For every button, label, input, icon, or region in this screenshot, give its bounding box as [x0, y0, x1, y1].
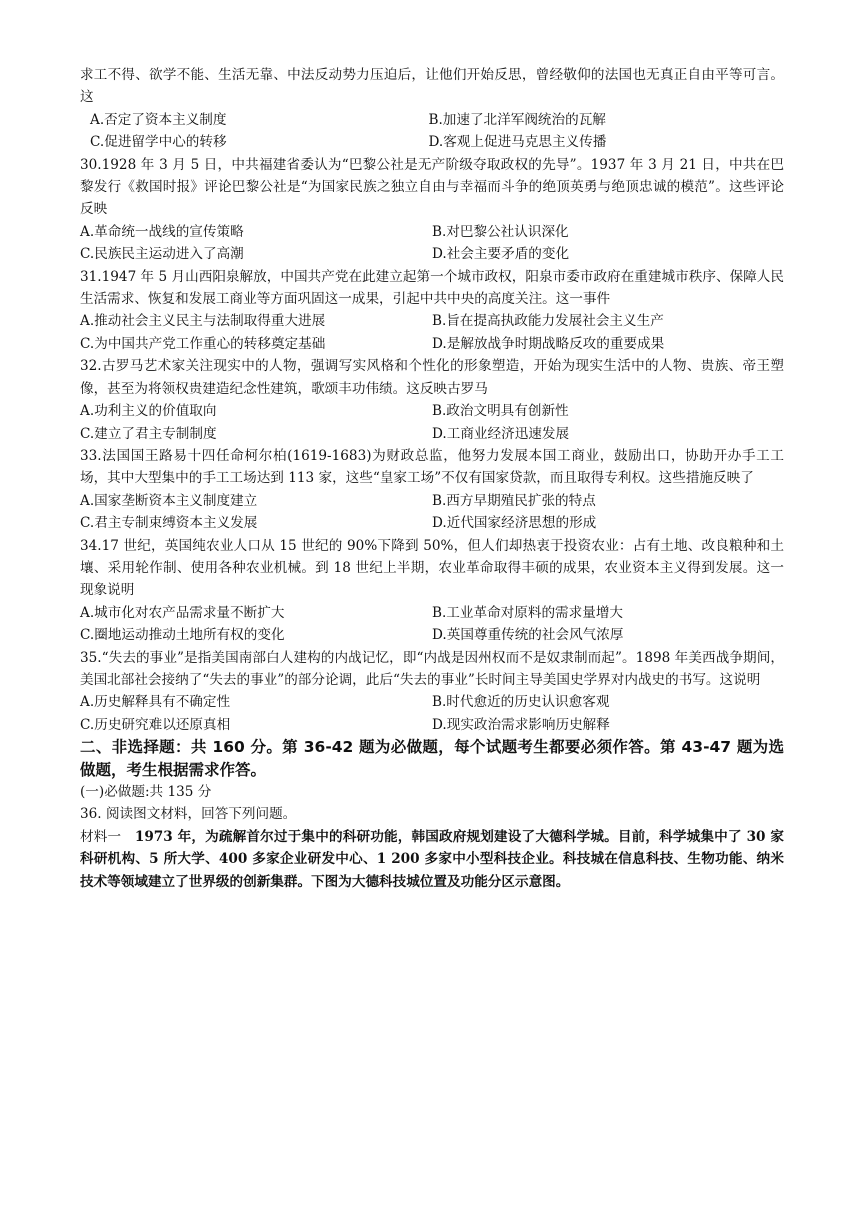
q31-options-row-2 [80, 333, 784, 355]
q29-continuation: 求工不得、欲学不能、生活无靠、中法反动势力压迫后，让他们开始反思，曾经敬仰的法国也无真正自由平等可言。这 [80, 67, 784, 106]
q32-option-d[interactable]: D.工商业经济迅速发展 [432, 425, 570, 442]
q33-option-d[interactable]: D.近代国家经济思想的形成 [432, 515, 597, 532]
q29-option-c[interactable]: C.促进留学中心的转移 [90, 134, 227, 151]
section-2-subheading: (一)必做题:共 135 分 [80, 784, 212, 800]
material-1-text: 1973 年，为疏解首尔过于集中的科研功能，韩国政府规划建设了大德科学城。目前，科学城集中了 30 家科研机构、5 所大学、400 多家企业研发中心、1 200 多家中小型科技企业。科技城在信息科技、生物功能、纳米技术等领域建立了世界级的创新集群。下图为大德科技城位置及功能分区示意图。 [80, 828, 784, 890]
q32-option-b[interactable]: B.政治文明具有创新性 [432, 403, 569, 420]
q33-options-row-2 [80, 512, 784, 534]
q33-option-b[interactable]: B.西方早期殖民扩张的特点 [432, 492, 596, 509]
q32-options-row-1 [80, 400, 784, 422]
q31-options-row-1 [80, 310, 784, 332]
q35-options-row-2 [80, 714, 784, 736]
q34-option-a[interactable]: A.城市化对农产品需求量不断扩大 [80, 604, 285, 621]
q34-option-c[interactable]: C.圈地运动推动土地所有权的变化 [80, 627, 285, 644]
q32-option-a[interactable]: A.功利主义的价值取向 [80, 403, 217, 420]
q30-options-row-2 [80, 243, 784, 265]
q30-option-a[interactable]: A.革命统一战线的宣传策略 [80, 223, 244, 240]
q29-option-d[interactable]: D.客观上促进马克思主义传播 [428, 134, 607, 151]
q30-options-row-1 [80, 221, 784, 243]
q35-option-c[interactable]: C.历史研究难以还原真相 [80, 716, 231, 733]
q34-options-row-2 [80, 624, 784, 646]
q30-option-b[interactable]: B.对巴黎公社认识深化 [432, 223, 569, 240]
q30-stem: 30.1928 年 3 月 5 日，中共福建省委认为“巴黎公社是无产阶级夺取政权的先导”。1937 年 3 月 21 日，中共在巴黎发行《救国时报》评论巴黎公社是“为国家民族之独立自由与幸福而斗争的绝顶英勇与绝顶忠诚的模范”。这些评论反映 [80, 156, 784, 218]
q29-options-row-1 [80, 109, 784, 131]
q31-option-b[interactable]: B.旨在提高执政能力发展社会主义生产 [432, 313, 664, 330]
material-1-label: 材料一 [80, 828, 122, 845]
q33-stem: 33.法国国王路易十四任命柯尔柏(1619-1683)为财政总监，他努力发展本国工商业，鼓励出口，协助开办手工工场，其中大型集中的手工工场达到 113 家，这些“皇家工场”不仅有国家贷款，而且取得专利权。这些措施反映了 [80, 447, 784, 487]
material-1 [80, 826, 784, 893]
q32-options-row-2 [80, 423, 784, 445]
q32-option-c[interactable]: C.建立了君主专制制度 [80, 425, 217, 442]
q30-option-d[interactable]: D.社会主要矛盾的变化 [432, 246, 570, 263]
q34-stem: 34.17 世纪，英国纯农业人口从 15 世纪的 90%下降到 50%，但人们却热衷于投资农业：占有土地、改良粮种和土壤、采用轮作制、使用各种农业机械。到 18 世纪上半期，农业革命取得丰硕的成果，农业资本主义得到发展。这一现象说明 [80, 537, 784, 599]
q34-option-d[interactable]: D.英国尊重传统的社会风气浓厚 [432, 627, 624, 644]
q31-stem: 31.1947 年 5 月山西阳泉解放，中国共产党在此建立起第一个城市政权，阳泉市委市政府在重建城市秩序、保障人民生活需求、恢复和发展工商业等方面巩固这一成果，引起中共中央的高度关注。这一事件 [80, 268, 784, 308]
q33-options-row-1 [80, 490, 784, 512]
q35-stem: 35.“失去的事业”是指美国南部白人建构的内战记忆，即“内战是因州权而不是奴隶制而起”。1898 年美西战争期间，美国北部社会接纳了“失去的事业”的部分论调，此后“失去的事业”长时间主导美国史学界对内战史的书写。这说明 [80, 649, 784, 688]
q34-option-b[interactable]: B.工业革命对原料的需求量增大 [432, 604, 624, 621]
q31-option-c[interactable]: C.为中国共产党工作重心的转移奠定基础 [80, 335, 326, 352]
section-2-heading: 二、非选择题：共 160 分。第 36-42 题为必做题，每个试题考生都要必须作答。第 43-47 题为选做题，考生根据需求作答。 [80, 738, 784, 779]
q35-option-a[interactable]: A.历史解释具有不确定性 [80, 694, 231, 711]
q36-stem: 36. 阅读图文材料，回答下列问题。 [80, 806, 297, 823]
q33-option-c[interactable]: C.君主专制束缚资本主义发展 [80, 515, 258, 532]
q29-option-b[interactable]: B.加速了北洋军阀统治的瓦解 [428, 111, 606, 128]
q35-options-row-1 [80, 691, 784, 713]
exam-page [80, 64, 784, 893]
q29-options-row-2 [80, 131, 784, 153]
q34-options-row-1 [80, 602, 784, 624]
q32-stem: 32.古罗马艺术家关注现实中的人物，强调写实风格和个性化的形象塑造，开始为现实生活中的人物、贵族、帝王塑像，甚至为将领权贵建造纪念性建筑，歌颂丰功伟绩。这反映古罗马 [80, 358, 784, 397]
q33-option-a[interactable]: A.国家垄断资本主义制度建立 [80, 492, 258, 509]
q35-option-d[interactable]: D.现实政治需求影响历史解释 [432, 716, 610, 733]
q29-option-a[interactable]: A.否定了资本主义制度 [90, 111, 227, 128]
q31-option-d[interactable]: D.是解放战争时期战略反攻的重要成果 [432, 335, 665, 352]
q30-option-c[interactable]: C.民族民主运动进入了高潮 [80, 246, 244, 263]
q35-option-b[interactable]: B.时代愈近的历史认识愈客观 [432, 694, 610, 711]
q31-option-a[interactable]: A.推动社会主义民主与法制取得重大进展 [80, 313, 326, 330]
